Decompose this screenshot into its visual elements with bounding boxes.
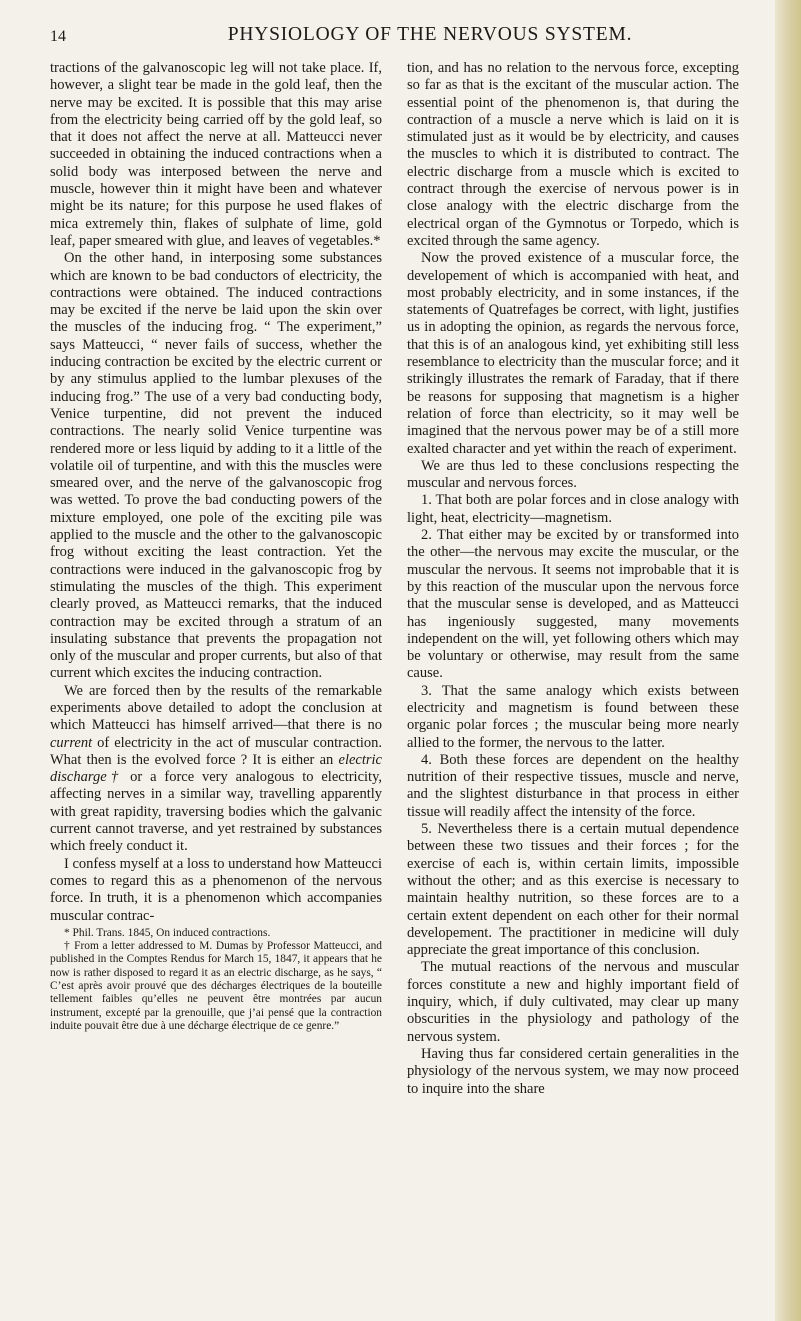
conclusion-1: 1. That both are polar forces and in close analogy with light, heat, electricity—magnetism.: [407, 492, 739, 526]
left-paragraph-4: I confess myself at a loss to understand how Matteucci comes to regard this as a phenomenon of the nervous force. In truth, it is a phenomenon which accompanies muscular contrac-: [50, 855, 382, 924]
footnote-1: * Phil. Trans. 1845, On induced contractions.: [64, 926, 271, 939]
footnote-2: † From a letter addressed to M. Dumas by Professor Matteucci, and published in the Comptes Rendus for March 15, 1847, it appears that he now is rather disposed to regard it as an electric discharge, as he says, “ C’est après avoir prouvé que des décharges électriques de la bouteille tellement faibles qu’elles ne peuvent être montrées par aucun instrument, excepté par la grenouille, que j’ai pensé que la contraction induite pouvait être due à une décharge électrique de ce genre.”: [50, 940, 382, 1032]
page-header: [0, 0, 801, 60]
left-column: [50, 60, 382, 1033]
p3-text-a: We are forced then by the results of the remarkable experiments above detailed to adopt the conclusion at which Matteucci has himself arrived—that there is no: [50, 682, 382, 734]
page-number: 14: [50, 28, 66, 45]
right-paragraph-5: Having thus far considered certain generalities in the physiology of the nervous system, we may now proceed to inquire into the share: [407, 1045, 739, 1097]
right-paragraph-3: We are thus led to these conclusions respecting the muscular and nervous forces.: [407, 457, 739, 492]
conclusion-2: 2. That either may be excited by or transformed into the other—the nervous may excite the muscular, or the muscular the nervous. It seems not improbable that it is by this reaction of the muscular upon the nervous force that the muscular sense is developed, and as Matteucci has ingeniously suggested, many movements independent on the will, yet following others which may be voluntary or otherwise, may result from the same cause.: [407, 527, 739, 682]
right-paragraph-1: tion, and has no relation to the nervous force, excepting so far as that is the excitant of the muscular action. The essential point of the phenomenon is, that during the contraction of a muscle a nerve which is laid on it is stimulated just as it would be by electricity, and causes the muscles to which it is distributed to contract. The electric discharge from a muscle which is excited to contract through the exercise of nervous power is in close analogy with the electric discharge from the electrical organ of the Gymnotus or Torpedo, which is excited through the same agency.: [407, 60, 739, 249]
right-column: [407, 60, 739, 1098]
conclusion-3: 3. That the same analogy which exists between electricity and magnetism is found between these organic polar forces ; the muscular being more nearly allied to the former, the nervous to the latter.: [407, 682, 739, 751]
footnotes: [50, 927, 382, 1033]
right-paragraph-4: The mutual reactions of the nervous and muscular forces constitute a new and highly important field of inquiry, which, if duly cultivated, may clear up many obscurities in the physiology and pathology of the nervous system.: [407, 959, 739, 1045]
page-edge: [775, 0, 801, 1321]
right-paragraph-2: Now the proved existence of a muscular force, the developement of which is accompanied with heat, and most probably electricity, and in some instances, if the statements of Quatrefages be correct, with light, justifies us in adopting the opinion, as regards the nervous force, that this is of an analogous kind, yet exhibiting still less resemblance to electricity than the muscular force; and it strikingly illustrates the remark of Faraday, that if there be reasons for supposing that magnetism is a higher relation of force than electricity, so it may well be imagined that the nervous power may be of a still more exalted character and yet within the reach of experiment.: [407, 250, 739, 457]
left-paragraph-2: On the other hand, in interposing some substances which are known to be bad conductors of electricity, the contractions were obtained. The induced contractions may be excited if the nerve be laid upon the skin over the muscles of the inducing frog. “ The experiment,” says Matteucci, “ never fails of success, whether the inducing contraction be excited by the electric current or by any stimulus applied to the lumbar plexuses of the inducing frog.” The use of a very bad conducting body, Venice turpentine, did not prevent the induced contractions. The nearly solid Venice turpentine was rendered more or less liquid by adding to it a little of the volatile oil of turpentine, and with this the muscles were smeared over, and the nerve of the galvanoscopic frog was wetted. To prove the bad conducting powers of the mixture employed, one pole of the exciting pile was applied to the muscle and the other to the galvanoscopic frog without exciting the least contraction. Yet the contractions were induced in the galvanoscopic frog by stimulating the muscles of the thigh. This experiment clearly proved, as Matteucci remarks, that the induced contraction may be excited through a stratum of an insulating substance that prevents the propagation not only of the muscular and proper currents, but also of that current which excites the inducing contraction.: [50, 250, 382, 682]
conclusion-4: 4. Both these forces are dependent on the healthy nutrition of their respective tissues, muscle and nerve, and the slightest disturbance in that process in either tissue will readily affect the intensity of the force.: [407, 751, 739, 820]
p3-italic-current: current: [50, 734, 93, 751]
p3-italic-discharge: electric discharge†: [50, 751, 382, 786]
running-title: PHYSIOLOGY OF THE NERVOUS SYSTEM.: [227, 24, 633, 45]
conclusion-5: 5. Nevertheless there is a certain mutual dependence between these two tissues and their forces ; for the exercise of each is, within certain limits, impossible without the other; and as this exercise is necessary to maintain healthy nutrition, so these forces are to a certain extent dependent on each other for their normal developement. The practitioner in medicine will duly appreciate the great importance of this conclusion.: [407, 821, 739, 959]
p3-text-b: of electricity in the act of muscular contraction. What then is the evolved force ? It is either an: [50, 734, 382, 768]
left-paragraph-1: tractions of the galvanoscopic leg will not take place. If, however, a slight tear be made in the gold leaf, then the nerve may be excited. It is possible that this may arise from the electricity being carried off by the gold leaf, so that it does not affect the nerve at all. Matteucci never succeeded in obtaining the induced contractions when a solid body was interposed between the nerve and muscle, however thin it might have been and whatever might be its nature; for this purpose he used flakes of mica extremely thin, flakes of sulphate of lime, gold leaf, paper smeared with glue, and leaves of vegetables.*: [50, 60, 382, 249]
p3-text-c: or a force very analogous to electricity, affecting nerves in a similar way, travelling apparently with great rapidity, traversing bodies which the galvanic current cannot traverse, and yet restrained by substances which freely conduct it.: [50, 769, 383, 855]
left-paragraph-3: [50, 683, 382, 856]
